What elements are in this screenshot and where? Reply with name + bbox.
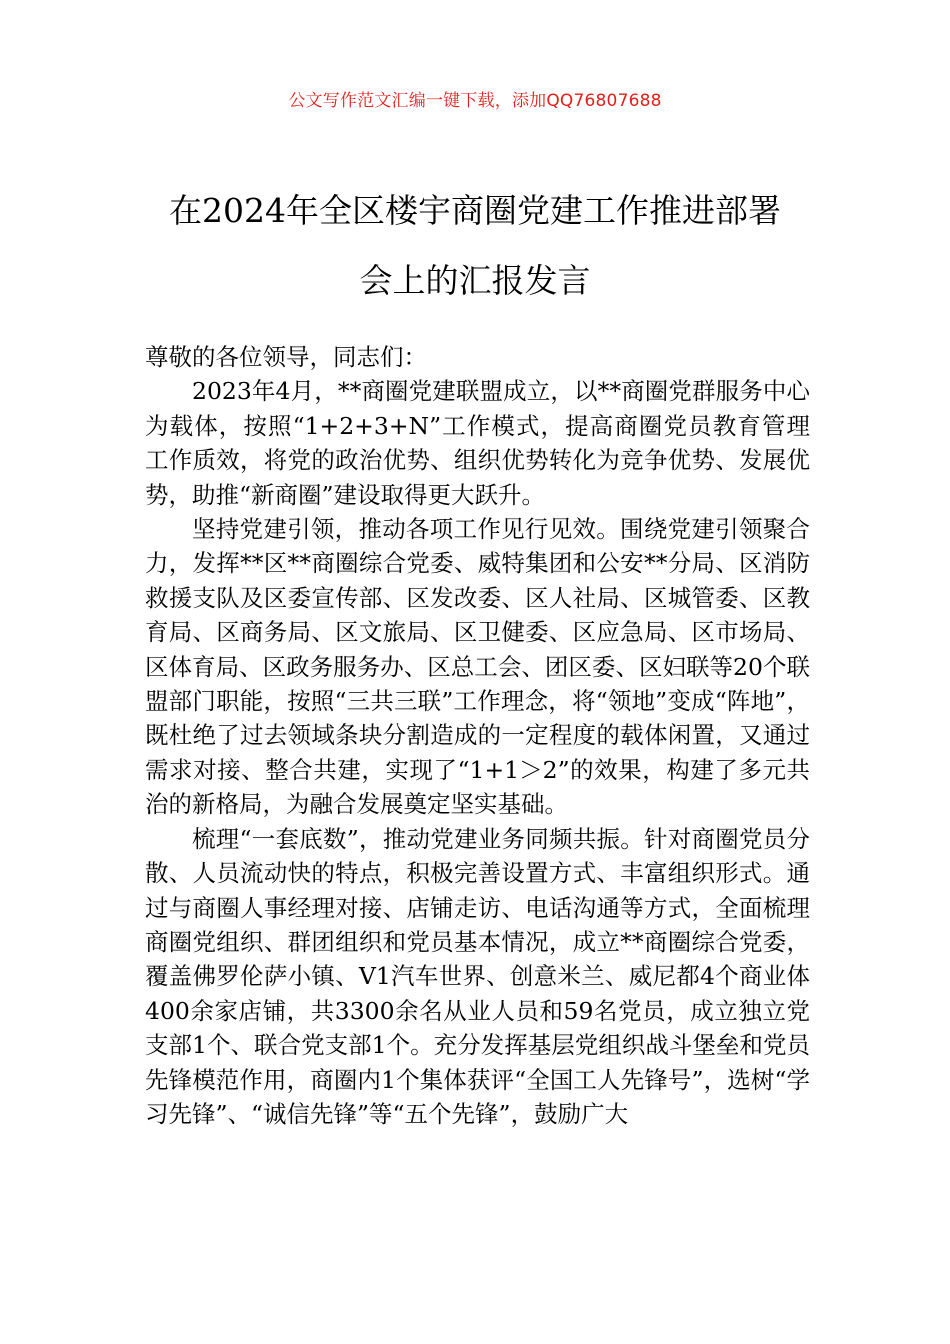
download-promo-note: 公文写作范文汇编一键下载，添加QQ76807688 — [288, 91, 662, 111]
title-line-2: 会上的汇报发言 — [359, 261, 591, 300]
title-line-1: 在2024年全区楼宇商圈党建工作推进部署 — [169, 191, 781, 230]
paragraph-baseline-survey: 梳理“一套底数”，推动党建业务同频共振。针对商圈党员分散、人员流动快的特点，积极完善设置方式、丰富组织形式。通过与商圈人事经理对接、店铺走访、电话沟通等方式，全面梳理商圈党组织、群团组织和党员基本情况，成立**商圈综合党委，覆盖佛罗伦萨小镇、V1汽车世界、创意米兰、威尼都4个商业体400余家店铺，共3300余名从业人员和59名党员，成立独立党支部1个、联合党支部1个。充分发挥基层党组织战斗堡垒和党员先锋模范作用，商圈内1个集体获评“全国工人先锋号”，选树“学习先锋”、“诚信先锋”等“五个先锋”，鼓励广大 — [145, 824, 810, 1128]
paragraph-party-leadership: 坚持党建引领，推动各项工作见行见效。围绕党建引领聚合力，发挥**区**商圈综合党委、威特集团和公安**分局、区消防救援支队及区委宣传部、区发改委、区人社局、区城管委、区教育局、区商务局、区文旅局、区卫健委、区应急局、区市场局、区体育局、区政务服务办、区总工会、团区委、区妇联等20个联盟部门职能，按照“三共三联”工作理念，将“领地”变成“阵地”，既杜绝了过去领域条块分割造成的一定程度的载体闲置，又通过需求对接、整合共建，实现了“1+1＞2”的效果，构建了多元共治的新格局，为融合发展奠定坚实基础。 — [145, 515, 810, 819]
document-title — [130, 176, 820, 316]
document-body — [145, 340, 810, 1131]
salutation: 尊敬的各位领导，同志们： — [145, 343, 427, 371]
paragraph-intro: 2023年4月，**商圈党建联盟成立，以**商圈党群服务中心为载体，按照“1+2+3+N”工作模式，提高商圈党员教育管理工作质效，将党的政治优势、组织优势转化为竞争优势、发展优势，助推“新商圈”建设取得更大跃升。 — [145, 377, 810, 509]
